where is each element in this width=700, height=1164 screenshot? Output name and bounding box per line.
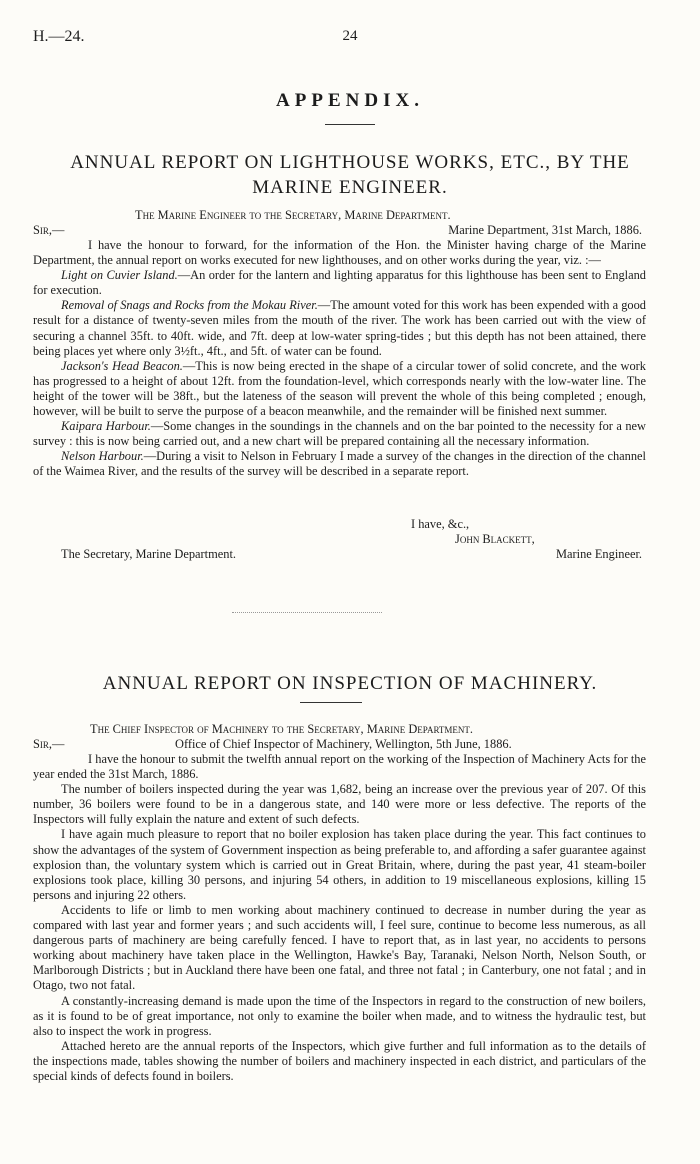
report1-addressee: The Secretary, Marine Department. <box>61 547 236 561</box>
document-reference: H.—24. <box>33 28 85 45</box>
heading-nelson: Nelson Harbour. <box>61 449 144 464</box>
report2-title: ANNUAL REPORT ON INSPECTION OF MACHINERY. <box>102 673 598 694</box>
text-jackson: —This is now being erected in the shape of a circular tower of solid concrete, and the work has progressed to a height of about 12ft. from the foundation-level, which corresponds nearly with the low-water line. The height of the tower will be 38ft., but the lateness of the season will prevent the whole of this being completed ; enough, however, will be built to serve the purpose of a beacon meanwhile, and the remainder will be finished next summer. <box>33 358 646 419</box>
report1-paragraph-kaipara <box>33 419 646 449</box>
heading-cuvier: Light on Cuvier Island. <box>61 268 178 283</box>
report2-paragraph-3: I have again much pleasure to report that no boiler explosion has taken place during the year. This fact continues to show the advantages of the system of Government inspection as being preferable to, and affording a safer guarantee against explosion than, the voluntary system which is carried out in Great Britain, where, during the past year, 41 steam-boiler explosions took place, killing 30 persons, and injuring 54 others, in addition to 19 miscellaneous explosions, killing 15 persons and injuring 22 others. <box>33 827 646 902</box>
appendix-rule <box>325 124 375 125</box>
text-kaipara: —Some changes in the soundings in the channels and on the bar pointed to the necessity for a new survey : this is now being carried out, and a new chart will be prepared containing all the necessary information. <box>33 419 646 449</box>
report1-paragraph-jackson <box>33 359 646 419</box>
report1-body <box>33 238 646 480</box>
report2-paragraph-5: A constantly-increasing demand is made upon the time of the Inspectors in regard to the construction of new boilers, as it is found to be of great importance, not only to examine the boiler when made, and to witness the hydraulic test, but also to inspect the work in progress. <box>33 993 646 1038</box>
report1-title-line2: MARINE ENGINEER. <box>252 177 448 198</box>
report1-closing: I have, &c., <box>411 517 470 531</box>
page-number: 24 <box>342 28 358 44</box>
report1-dateline: Marine Department, 31st March, 1886. <box>448 223 642 237</box>
report2-body <box>33 752 646 1084</box>
report1-title <box>0 150 700 200</box>
heading-jackson: Jackson's Head Beacon. <box>61 358 183 373</box>
report1-address: The Marine Engineer to the Secretary, Marine Department. <box>135 208 451 222</box>
appendix-heading: APPENDIX. <box>276 90 424 111</box>
report2-dateline: Office of Chief Inspector of Machinery, Wellington, 5th June, 1886. <box>175 737 512 751</box>
report2-address: The Chief Inspector of Machinery to the Secretary, Marine Department. <box>90 722 474 736</box>
report1-paragraph-nelson <box>33 449 646 479</box>
heading-mokau: Removal of Snags and Rocks from the Mokau River. <box>61 298 318 313</box>
report1-signature: John Blackett, <box>455 532 535 546</box>
heading-kaipara: Kaipara Harbour. <box>61 419 151 434</box>
report1-intro: I have the honour to forward, for the information of the Hon. the Minister having charge of the Marine Department, the annual report on works executed for new lighthouses, and on other works during the year, viz. :— <box>33 238 646 268</box>
report1-salutation: Sir,— <box>33 223 65 237</box>
report1-paragraph-mokau <box>33 298 646 358</box>
section-divider <box>232 612 382 613</box>
report1-paragraph-cuvier <box>33 268 646 298</box>
report1-signature-title: Marine Engineer. <box>555 547 642 561</box>
text-nelson: —During a visit to Nelson in February I made a survey of the changes in the direction of the channel of the Waimea River, and the results of the survey will be described in a separate report. <box>33 449 646 479</box>
report2-paragraph-6: Attached hereto are the annual reports of the Inspectors, which give further and full information as to the details of the inspections made, tables showing the number of boilers and machinery inspected in each district, and particulars of the special kinds of defects found in boilers. <box>33 1038 646 1083</box>
report2-salutation: Sir,— <box>33 737 65 751</box>
report2-title-rule <box>300 702 362 703</box>
text-cuvier: —An order for the lantern and lighting apparatus for this lighthouse has been sent to England for execution. <box>33 268 646 298</box>
report1-title-line1: ANNUAL REPORT ON LIGHTHOUSE WORKS, ETC., BY THE <box>70 152 630 173</box>
report2-paragraph-1: I have the honour to submit the twelfth annual report on the working of the Inspection of Machinery Acts for the year ended the 31st March, 1886. <box>33 752 646 782</box>
text-mokau: —The amount voted for this work has been expended with a good result for a distance of twenty-seven miles from the mouth of the river. The work has been carried out with the view of securing a channel 35ft. to 40ft. wide, and 7ft. deep at low-water spring-tides ; but this depth has not been attained, there being places yet where only 3½ft., 4ft., and 5ft. of water can be found. <box>33 298 646 358</box>
report2-paragraph-2: The number of boilers inspected during the year was 1,682, being an increase over the previous year of 207. Of this number, 36 boilers were found to be in a dangerous state, and 140 were more or less defective. The reports of the Inspectors will fully explain the nature and extent of such defects. <box>33 782 646 827</box>
report2-paragraph-4: Accidents to life or limb to men working about machinery continued to decrease in number during the year as compared with last year and former years ; and such accidents will, I feel sure, continue to become less numerous, as all dangerous parts of machinery are being carefully fenced. I have to report that, as in last year, no accidents to persons working about machinery have taken place in the Wellington, Hawke's Bay, Taranaki, Nelson North, Nelson South, or Marlborough Districts ; but in Auckland there have been one fatal, and three not fatal ; in Canterbury, one not fatal ; and in Otago, two not fatal. <box>33 902 646 993</box>
